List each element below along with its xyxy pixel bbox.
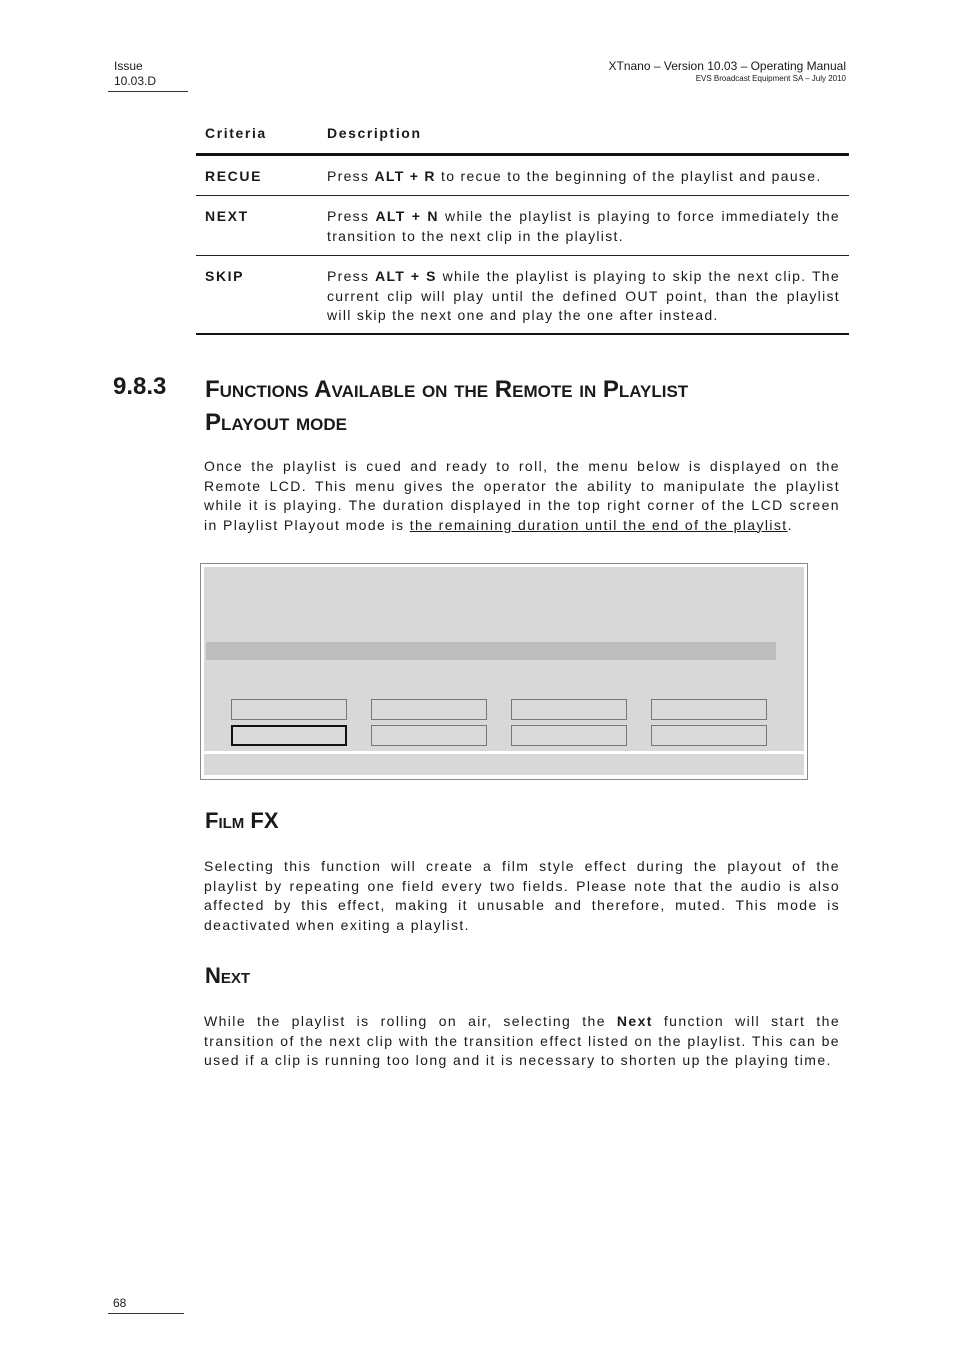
header-rule [108,91,188,92]
shortcut-table [196,118,849,335]
lcd-softkey [511,725,627,746]
issue-label: Issue [114,59,143,73]
issue-block [114,59,156,89]
underlined-text: the remaining duration until the end of the playlist [409,516,788,533]
manual-subtitle: EVS Broadcast Equipment SA – July 2010 [695,74,846,83]
description-header: Description [327,125,422,141]
film-fx-paragraph: Selecting this function will create a film style effect during the playout of the playlist by repeating one field every two fields. Please note that the audio is also affected by this effect, making it unusable and therefore, muted. This mode is deactivated when exiting a playlist. [204,858,840,933]
intro-paragraph: Once the playlist is cued and ready to roll, the menu below is displayed on the Remote LCD. This menu gives the operator the ability to manipulate the playlist while it is playing. The duration displayed in the top right corner of the LCD screen in Playlist Playout mode is the remaining duration until the end of the playlist. [204,458,840,533]
lcd-highlight-bar [206,642,776,660]
lcd-status-bar [204,754,804,775]
lcd-softkey [511,699,627,720]
remote-lcd-display [200,563,808,780]
footer-rule [108,1313,184,1314]
table-row [196,156,849,196]
lcd-softkey [651,699,767,720]
film-fx-heading: Film FX [205,808,279,833]
section-number: 9.8.3 [113,373,167,400]
lcd-softkey [231,699,347,720]
table-row [196,196,849,256]
manual-title: XTnano – Version 10.03 – Operating Manual [608,59,846,73]
next-heading: Next [205,963,251,988]
row-description: Press ALT + N while the playlist is playing to force immediately the transition to the next clip in the playlist. [327,208,840,244]
row-criteria: RECUE [205,168,263,184]
lcd-softkey [651,725,767,746]
row-description: Press ALT + R to recue to the beginning of the playlist and pause. [327,168,822,184]
row-description: Press ALT + S while the playlist is playing to skip the next clip. The current clip will play until the defined OUT point, than the playlist will skip the next one and play the one after instead. [327,268,840,323]
row-criteria: NEXT [205,208,249,224]
table-header [196,118,849,156]
issue-number: 10.03.D [114,74,157,88]
lcd-softkey [371,699,487,720]
page-number: 68 [113,1296,127,1310]
next-paragraph: While the playlist is rolling on air, selecting the Next function will start the transition of the next clip with the transition effect listed on the playlist. This can be used if a clip is running too long and it is necessary to shorten up the playing time. [204,1013,841,1068]
criteria-header: Criteria [205,125,267,141]
lcd-softkey [371,725,487,746]
row-criteria: SKIP [205,268,245,284]
table-row [196,256,849,335]
lcd-softkey-selected [231,725,347,746]
lcd-screen [204,567,804,751]
section-title: Functions Available on the Remote in Playlist Playout mode [205,376,689,436]
